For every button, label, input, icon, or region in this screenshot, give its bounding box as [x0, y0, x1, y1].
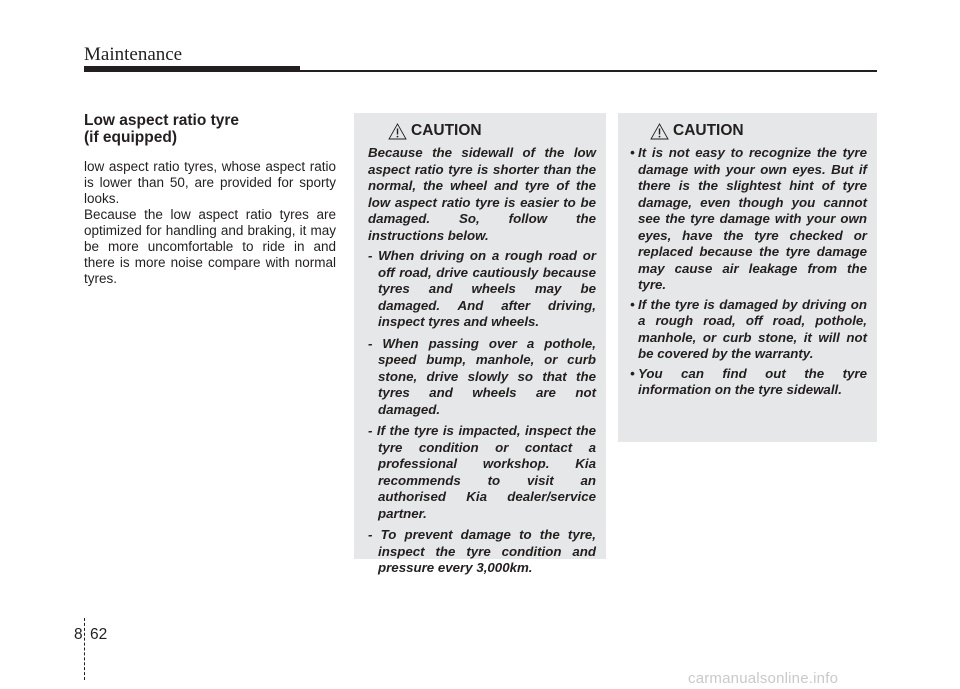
- caution-bullet-item: [630, 297, 867, 363]
- section-heading-line1: Low aspect ratio tyre: [84, 112, 240, 129]
- caution-header-1: [368, 121, 596, 141]
- caution-item: - When passing over a pothole, speed bump, manhole, or curb stone, drive slowly so that the tyres and wheels are not damaged.: [368, 335, 596, 417]
- bullet-icon: •: [630, 296, 635, 312]
- section-heading-line2: (if equipped): [84, 129, 177, 146]
- warning-triangle-icon: [388, 123, 407, 140]
- page-header-title: Maintenance: [84, 44, 183, 65]
- watermark: carmanualsonline.info: [688, 670, 839, 687]
- bullet-text: If the tyre is damaged by driving on a rough road, off road, pothole, manhole, or curb stone, it will not be covered by the warranty.: [638, 296, 867, 361]
- bullet-text: It is not easy to recognize the tyre damage with your own eyes. But if there is the slightest hint of tyre damage, even though you cannot see the tyre damage with your own eyes, have the tyre checked or replaced because the tyre damage may cause air leakage from the tyre.: [638, 145, 867, 292]
- caution-bullet-item: [630, 366, 867, 399]
- bullet-icon: •: [630, 145, 635, 160]
- page-number: 62: [90, 626, 108, 643]
- bullet-text: You can find out the tyre information on the tyre sidewall.: [638, 365, 867, 397]
- caution-title-2: CAUTION: [673, 122, 744, 139]
- caution-header-2: [630, 121, 867, 141]
- caution-body-2: [630, 145, 867, 399]
- header-rule-thick: [84, 66, 300, 72]
- left-column: [84, 112, 336, 287]
- caution-item: - When driving on a rough road or off road, drive cautiously because tyres and wheels may be damaged. And after driving, inspect tyres and wheels.: [368, 248, 596, 329]
- caution-item: - If the tyre is impacted, inspect the tyre condition or contact a professional workshop. Kia recommends to visit an authorised Kia dealer/service partner.: [368, 423, 596, 521]
- section-body: [84, 159, 336, 287]
- body-paragraph-2: Because the low aspect ratio tyres are optimized for handling and braking, it may be more uncomfortable to ride in and there is more noise compare with normal tyres.: [84, 207, 336, 286]
- header-rule-thin: [300, 70, 877, 72]
- bullet-icon: •: [630, 365, 635, 381]
- page-chapter-number: 8: [74, 626, 83, 643]
- caution-bullet-item: [630, 145, 867, 294]
- section-heading: [84, 112, 336, 146]
- footer-divider: [84, 618, 85, 680]
- body-paragraph-1: low aspect ratio tyres, whose aspect ratio is lower than 50, are provided for sporty looks.: [84, 159, 336, 206]
- warning-triangle-icon: [650, 123, 669, 140]
- caution-body-1: [368, 145, 596, 577]
- caution-box-1: [354, 113, 606, 575]
- caution-title-1: CAUTION: [411, 122, 482, 139]
- caution-item: - To prevent damage to the tyre, inspect the tyre condition and pressure every 3,000km.: [368, 527, 596, 575]
- caution-box-2: [618, 113, 877, 442]
- caution-intro: Because the sidewall of the low aspect ratio tyre is shorter than the normal, the wheel and tyre of the low aspect ratio tyre is easier to be damaged. So, follow the instructions below.: [368, 145, 596, 243]
